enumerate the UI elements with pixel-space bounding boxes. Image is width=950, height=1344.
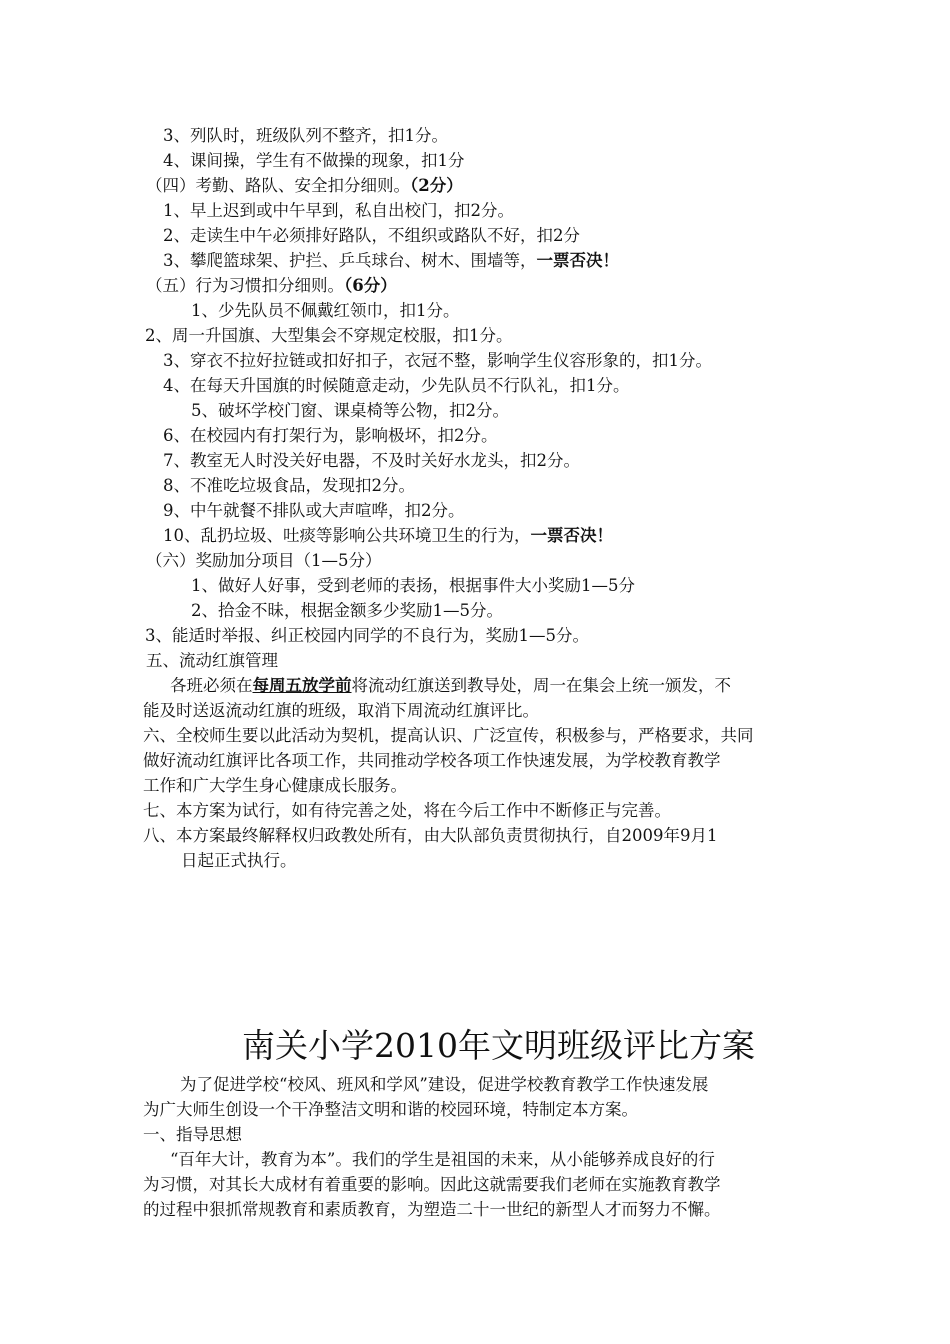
rule-text: 3、能适时举报、纠正校园内同学的不良行为，奖励1—5分。: [145, 626, 589, 645]
rule-text: 1、早上迟到或中午早到，私自出校门，扣2分。: [163, 201, 514, 220]
rule-text: 2、走读生中午必须排好路队，不组织或路队不好，扣2分: [163, 226, 580, 245]
rule-text: 1、少先队员不佩戴红领巾，扣1分。: [191, 301, 460, 320]
paragraph-line: 的过程中狠抓常规教育和素质教育，为塑造二十一世纪的新型人才而努力不懈。: [143, 1200, 721, 1219]
rule-text: 1、做好人好事，受到老师的表扬，根据事件大小奖励1—5分: [191, 576, 635, 595]
paragraph-text: 将流动红旗送到教导处，周一在集会上统一颁发，不: [351, 676, 731, 695]
paragraph-line: 日起正式执行。: [181, 851, 297, 870]
rule-text-body: 3、攀爬篮球架、护拦、乒乓球台、树木、围墙等，: [163, 251, 537, 270]
rule-text: 4、在每天升国旗的时候随意走动，少先队员不行队礼，扣1分。: [163, 376, 630, 395]
paragraph-line: 七、本方案为试行，如有待完善之处，将在今后工作中不断修正与完善。: [143, 801, 671, 820]
paragraph-line: 做好流动红旗评比各项工作，共同推动学校各项工作快速发展，为学校教育教学: [143, 751, 721, 770]
paragraph-line: [170, 674, 731, 698]
paragraph-line: “百年大计，教育为本”。我们的学生是祖国的未来，从小能够养成良好的行: [170, 1150, 715, 1169]
section-heading-text: （四）考勤、路队、安全扣分细则。: [146, 176, 410, 195]
section-heading-text: （五）行为习惯扣分细则。: [146, 276, 344, 295]
rule-text: 4、课间操，学生有不做操的现象，扣1分: [163, 151, 465, 170]
rule-text: 5、破坏学校门窗、课桌椅等公物，扣2分。: [191, 401, 509, 420]
section-heading: [146, 274, 397, 298]
deadline-emphasis: 每周五放学前: [252, 676, 352, 695]
part-heading: 五、流动红旗管理: [146, 651, 278, 670]
paragraph-line: 为习惯，对其长大成材有着重要的影响。因此这就需要我们老师在实施教育教学: [143, 1175, 721, 1194]
paragraph-line: 为了促进学校“校风、班风和学风”建设，促进学校教育教学工作快速发展: [180, 1075, 709, 1094]
rule-text: 7、教室无人时没关好电器，不及时关好水龙头，扣2分。: [163, 451, 580, 470]
paragraph-line: 六、全校师生要以此活动为契机，提高认识、广泛宣传，积极参与，严格要求，共同: [143, 726, 754, 745]
rule-text: 2、拾金不昧，根据金额多少奖励1—5分。: [191, 601, 503, 620]
rule-text: 9、中午就餐不排队或大声喧哗，扣2分。: [163, 501, 465, 520]
paragraph-line: 能及时送返流动红旗的班级，取消下周流动红旗评比。: [143, 701, 539, 720]
paragraph-line: 八、本方案最终解释权归政教处所有，由大队部负责贯彻执行，自2009年9月1: [143, 826, 718, 845]
rule-text: 8、不准吃垃圾食品，发现扣2分。: [163, 476, 415, 495]
rule-text: 6、在校园内有打架行为，影响极坏，扣2分。: [163, 426, 498, 445]
rule-text-body: 10、乱扔垃圾、吐痰等影响公共环境卫生的行为，: [163, 526, 531, 545]
paragraph-line: 为广大师生创设一个干净整洁文明和谐的校园环境，特制定本方案。: [143, 1100, 638, 1119]
paragraph-text: 各班必须在: [170, 676, 253, 695]
section-heading: （六）奖励加分项目（1—5分）: [146, 551, 382, 570]
veto-emphasis: 一票否决！: [530, 526, 613, 545]
page-title: 南关小学2010年文明班级评比方案: [242, 1026, 755, 1065]
rule-text: 2、周一升国旗、大型集会不穿规定校服，扣1分。: [145, 326, 513, 345]
rule-text: 3、穿衣不拉好拉链或扣好扣子，衣冠不整，影响学生仪容形象的，扣1分。: [163, 351, 712, 370]
veto-emphasis: 一票否决！: [536, 251, 619, 270]
section-points: （6分）: [344, 276, 397, 295]
section-points: （2分）: [410, 176, 463, 195]
part-heading: 一、指导思想: [143, 1125, 242, 1144]
rule-text: 3、列队时，班级队列不整齐，扣1分。: [163, 126, 448, 145]
rule-text: [163, 249, 619, 273]
rule-text: [163, 524, 613, 548]
section-heading: [146, 174, 463, 198]
paragraph-line: 工作和广大学生身心健康成长服务。: [143, 776, 407, 795]
